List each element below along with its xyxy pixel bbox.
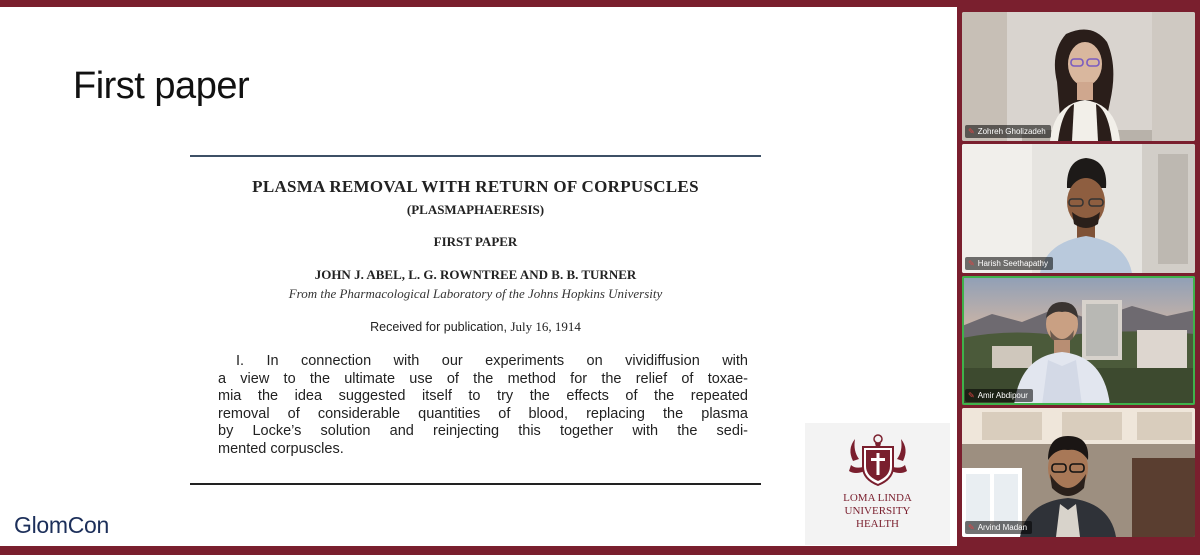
paper-subtitle: (PLASMAPHAERESIS) bbox=[406, 202, 545, 217]
participant-video-2 bbox=[962, 144, 1195, 273]
logo-line-3: HEALTH bbox=[856, 518, 899, 530]
paper-affiliation: From the Pharmacological Laboratory of the Johns Hopkins University bbox=[288, 286, 663, 301]
paper-body-line: mia the idea suggested itself to try the effects of the repeated bbox=[218, 388, 748, 405]
participant-tile-4[interactable] bbox=[962, 408, 1195, 537]
participant-video-3 bbox=[962, 276, 1195, 405]
received-label: Received for publication, bbox=[370, 320, 507, 334]
participant-name: Harish Seethapathy bbox=[977, 259, 1048, 268]
participant-name-tag bbox=[965, 389, 1033, 402]
participant-name: Amir Abdipour bbox=[977, 391, 1028, 400]
pin-icon: ✎ bbox=[968, 523, 975, 532]
participant-video-1 bbox=[962, 12, 1195, 141]
participant-tile-3[interactable] bbox=[962, 276, 1195, 405]
paper-body-line: a view to the ultimate use of the method for the relief of toxae- bbox=[218, 370, 748, 387]
logo-line-1: LOMA LINDA bbox=[843, 492, 912, 504]
participant-name-tag bbox=[965, 125, 1051, 138]
participant-name: Arvind Madan bbox=[977, 523, 1028, 532]
paper-body bbox=[218, 353, 748, 459]
paper-part-label: FIRST PAPER bbox=[433, 234, 518, 249]
participant-video-4 bbox=[962, 408, 1195, 537]
crest-icon bbox=[845, 431, 911, 487]
paper-bottom-rule bbox=[190, 483, 761, 485]
participant-tile-2[interactable] bbox=[962, 144, 1195, 273]
pin-icon: ✎ bbox=[968, 259, 975, 268]
paper-body-line: removal of considerable quantities of blood, replacing the plasma bbox=[218, 405, 748, 422]
paper-top-rule bbox=[190, 155, 761, 157]
received-date: July 16, 1914 bbox=[510, 319, 581, 334]
glomcon-logo-text: GlomCon bbox=[14, 512, 110, 538]
pin-icon: ✎ bbox=[968, 391, 975, 400]
loma-linda-logo bbox=[805, 423, 950, 545]
participant-tile-1[interactable] bbox=[962, 12, 1195, 141]
logo-line-2: UNIVERSITY bbox=[844, 505, 911, 517]
window-top-frame bbox=[0, 0, 1200, 7]
paper-body-line: by Locke’s solution and reinjecting this together with the sedi- bbox=[218, 423, 748, 440]
paper-title: PLASMA REMOVAL WITH RETURN OF CORPUSCLES bbox=[252, 177, 699, 196]
participant-name: Zohreh Gholizadeh bbox=[977, 127, 1046, 136]
window-bottom-frame bbox=[0, 546, 1200, 555]
participant-name-tag bbox=[965, 521, 1032, 534]
paper-body-line: mented corpuscles. bbox=[218, 440, 344, 457]
slide-title: First paper bbox=[73, 65, 250, 107]
paper-received bbox=[190, 319, 761, 335]
shared-slide bbox=[0, 7, 957, 546]
paper-body-line: I. In connection with our experiments on vividiffusion with bbox=[236, 353, 748, 369]
participant-name-tag bbox=[965, 257, 1053, 270]
pin-icon: ✎ bbox=[968, 127, 975, 136]
paper-authors: JOHN J. ABEL, L. G. ROWNTREE AND B. B. TURNER bbox=[314, 267, 637, 282]
